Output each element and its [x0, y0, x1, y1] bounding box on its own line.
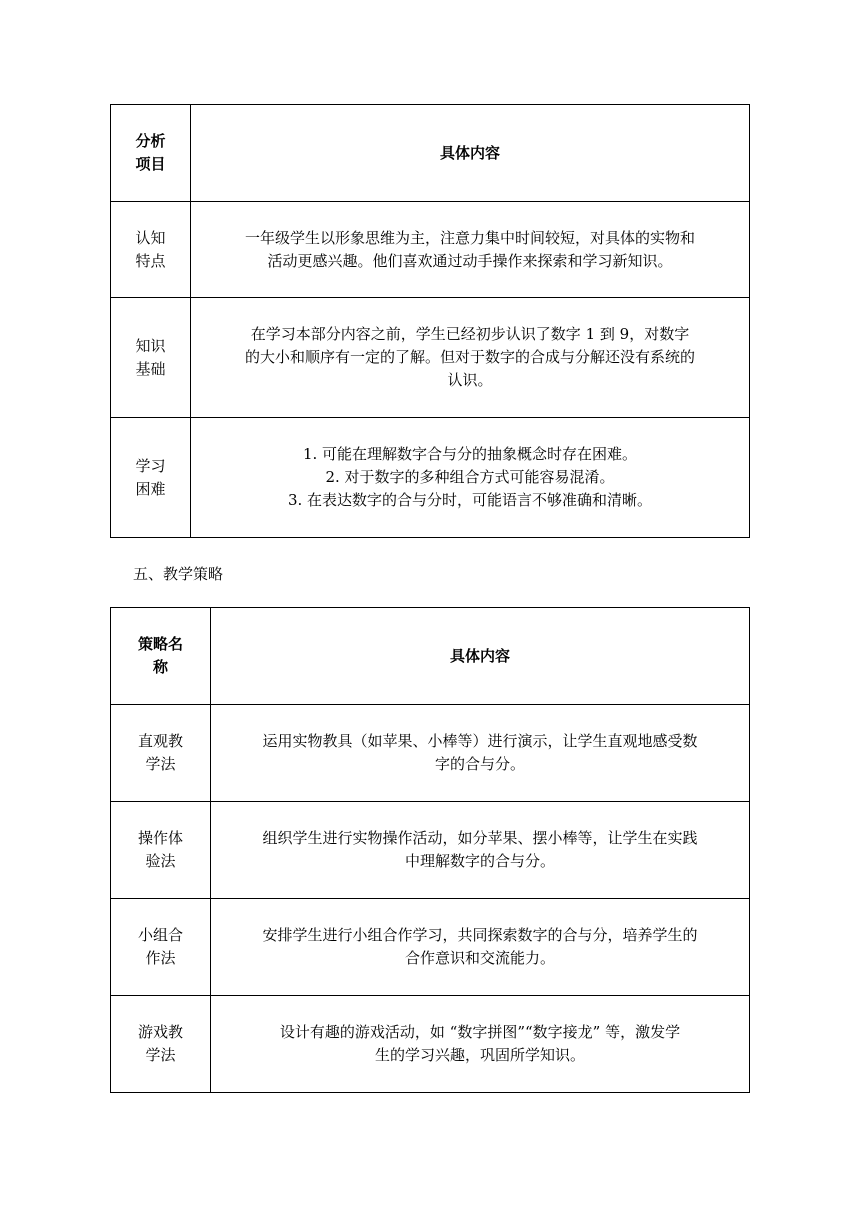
row-item-cell	[111, 298, 191, 418]
header-content-cell	[191, 105, 750, 202]
row-content-text: 组织学生进行实物操作活动，如分苹果、摆小棒等，让学生在实践 中理解数字的合与分。	[262, 829, 698, 870]
row-content-cell	[191, 298, 750, 418]
row-content-text: 运用实物教具（如苹果、小棒等）进行演示，让学生直观地感受数 字的合与分。	[262, 732, 698, 773]
row-content-text: 设计有趣的游戏活动，如 “数字拼图”“数字接龙” 等，激发学 生的学习兴趣，巩固所学知识。	[279, 1023, 681, 1064]
table-row-strategy	[111, 899, 750, 996]
row-item-cell	[111, 899, 211, 996]
header-content-label: 具体内容	[439, 143, 500, 162]
teaching-strategy-table	[110, 607, 750, 1093]
row-content-cell	[211, 899, 750, 996]
table-row-strategy	[111, 802, 750, 899]
table-row-difficulty	[111, 418, 750, 538]
table-row-strategy	[111, 996, 750, 1093]
row-item-label: 游戏教 学法	[137, 1023, 183, 1064]
table-row-strategy	[111, 705, 750, 802]
row-content-text: 安排学生进行小组合作学习，共同探索数字的合与分，培养学生的 合作意识和交流能力。	[262, 926, 698, 967]
header-content-cell	[211, 608, 750, 705]
row-content-cell	[211, 705, 750, 802]
table-row-cognitive	[111, 202, 750, 298]
header-item-cell	[111, 105, 191, 202]
row-content-cell	[211, 802, 750, 899]
header-content-label: 具体内容	[449, 646, 510, 665]
header-item-cell	[111, 608, 211, 705]
table-header-row	[111, 608, 750, 705]
row-item-label: 认知 特点	[135, 228, 166, 270]
row-item-cell	[111, 996, 211, 1093]
header-item-label: 分析 项目	[135, 132, 166, 173]
row-content-cell	[191, 202, 750, 298]
header-item-label: 策略名 称	[137, 635, 183, 676]
row-item-cell	[111, 802, 211, 899]
table-row-knowledge	[111, 298, 750, 418]
row-item-label: 学习 困难	[135, 456, 166, 498]
difficulty-point: 1. 可能在理解数字合与分的抽象概念时存在困难。	[302, 445, 638, 463]
section-heading: 五、教学策略	[133, 565, 224, 583]
row-item-cell	[111, 202, 191, 298]
row-item-label: 知识 基础	[135, 336, 166, 378]
difficulty-point: 2. 对于数字的多种组合方式可能容易混淆。	[325, 468, 615, 486]
row-content-text: 一年级学生以形象思维为主，注意力集中时间较短，对具体的实物和 活动更感兴趣。他们喜欢通过动手操作来探索和学习新知识。	[244, 228, 695, 270]
row-item-label: 直观教 学法	[137, 732, 183, 773]
row-item-label: 小组合 作法	[137, 926, 183, 967]
difficulty-list	[209, 443, 731, 512]
row-content-text: 在学习本部分内容之前，学生已经初步认识了数字 1 到 9，对数字 的大小和顺序有一定的了解。但对于数字的合成与分解还没有系统的 认识。	[244, 325, 695, 389]
row-item-cell	[111, 418, 191, 538]
row-content-cell	[211, 996, 750, 1093]
table-header-row	[111, 105, 750, 202]
difficulty-point: 3. 在表达数字的合与分时，可能语言不够准确和清晰。	[287, 491, 653, 509]
row-item-cell	[111, 705, 211, 802]
row-item-label: 操作体 验法	[137, 829, 183, 870]
learner-analysis-table	[110, 104, 750, 538]
row-content-cell	[191, 418, 750, 538]
